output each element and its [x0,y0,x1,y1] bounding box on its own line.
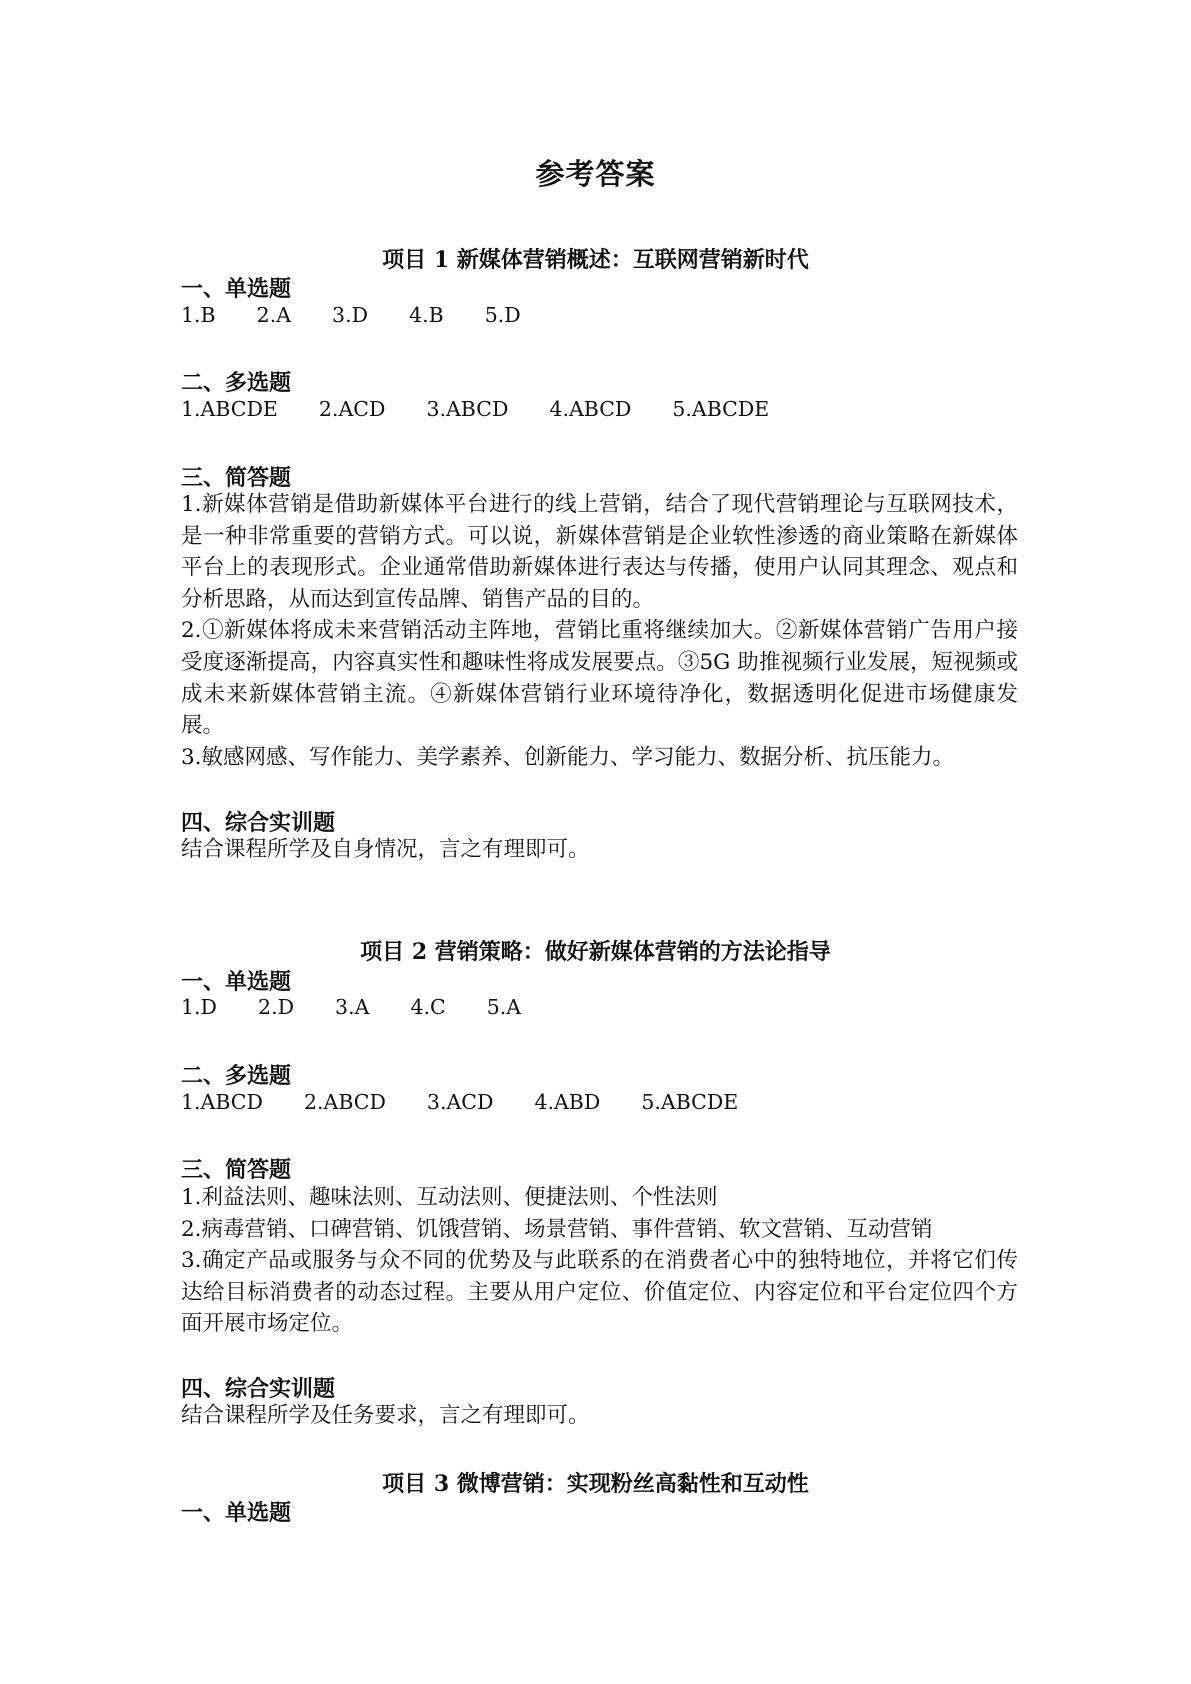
project-1-single-choice-answers: 1.B 2.A 3.D 4.B 5.D [181,303,521,327]
project-2-title: 项目 2 营销策略：做好新媒体营销的方法论指导 [360,939,831,965]
project-3-title: 项目 3 微博营销：实现粉丝高黏性和互动性 [382,1471,809,1497]
project-1-practice-text: 结合课程所学及自身情况，言之有理即可。 [181,837,590,862]
project-1-title: 项目 1 新媒体营销概述：互联网营销新时代 [382,247,809,273]
project-1-short-answer-item: 1.新媒体营销是借助新媒体平台进行的线上营销，结合了现代营销理论与互联网技术，是一种非常重要的营销方式。可以说，新媒体营销是企业软性渗透的商业策略在新媒体平台上的表现形式。企业通常借助新媒体进行表达与传播，使用户认同其理念、观点和分析思路，从而达到宣传品牌、销售产品的目的。 [181,492,1018,612]
page-title: 参考答案 [535,157,656,191]
project-2-short-answer-item: 2.病毒营销、口碑营销、饥饿营销、场景营销、事件营销、软文营销、互动营销 [181,1216,933,1242]
project-2-practice-text: 结合课程所学及任务要求，言之有理即可。 [181,1403,590,1428]
project-1-short-answer-body [181,489,1018,773]
project-1-multi-choice-heading: 二、多选题 [181,370,292,396]
project-1-multi-choice-answers: 1.ABCDE 2.ACD 3.ABCD 4.ABCD 5.ABCDE [181,397,770,421]
project-2-single-choice-heading: 一、单选题 [181,969,292,995]
project-2-single-choice-answers: 1.D 2.D 3.A 4.C 5.A [181,995,522,1019]
project-1-short-answer-item: 2.①新媒体将成未来营销活动主阵地，营销比重将继续加大。②新媒体营销广告用户接受度逐渐提高，内容真实性和趣味性将成发展要点。③5G 助推视频行业发展，短视频或成未来新媒体营销主流。④新媒体营销行业环境待净化，数据透明化促进市场健康发展。 [181,618,1018,739]
project-2-multi-choice-answers: 1.ABCD 2.ABCD 3.ACD 4.ABD 5.ABCDE [181,1090,739,1114]
project-1-short-answer-heading: 三、简答题 [181,465,292,491]
project-2-short-answer-item: 1.利益法则、趣味法则、互动法则、便捷法则、个性法则 [181,1185,718,1210]
project-1-short-answer-item: 3.敏感网感、写作能力、美学素养、创新能力、学习能力、数据分析、抗压能力。 [181,744,955,770]
project-2-short-answer-body [181,1182,1018,1340]
project-1-single-choice-heading: 一、单选题 [181,276,292,302]
project-2-multi-choice-heading: 二、多选题 [181,1063,292,1089]
project-3-single-choice-heading: 一、单选题 [181,1500,292,1526]
project-2-short-answer-item: 3.确定产品或服务与众不同的优势及与此联系的在消费者心中的独特地位，并将它们传达给目标消费者的动态过程。主要从用户定位、价值定位、内容定位和平台定位四个方面开展市场定位。 [181,1248,1018,1337]
project-2-practice-heading: 四、综合实训题 [181,1376,336,1402]
project-1-practice-heading: 四、综合实训题 [181,810,336,836]
project-2-short-answer-heading: 三、简答题 [181,1157,292,1183]
